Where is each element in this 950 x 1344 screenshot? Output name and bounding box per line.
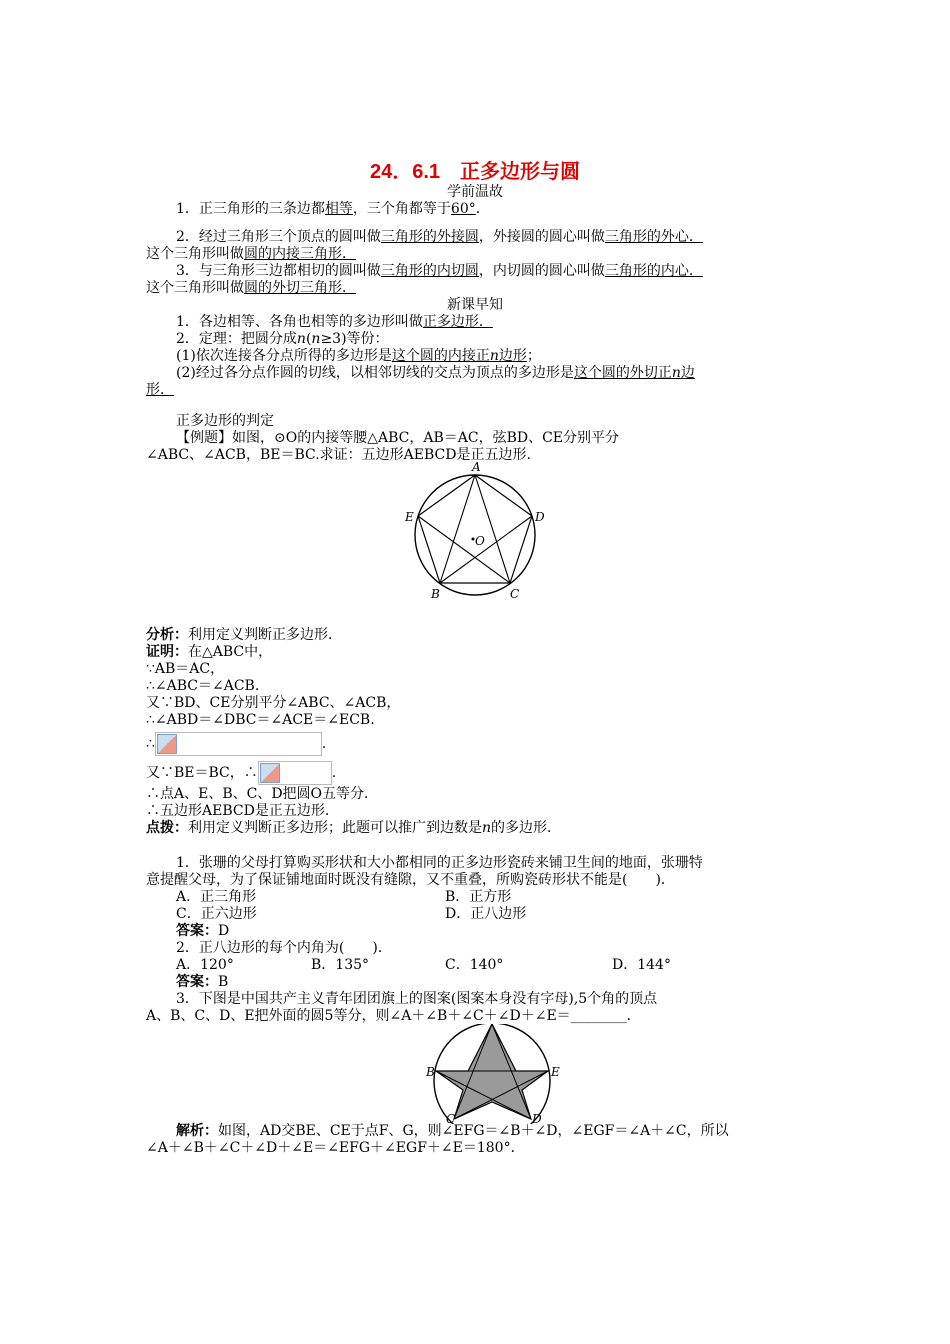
label-c: C xyxy=(510,587,520,601)
new-item-2: 2．定理：把圆分成n(n≥3)等份： xyxy=(176,331,389,347)
new-item-2a: (1)依次连接各分点所得的多边形是这个圆的内接正n边形； xyxy=(176,348,541,364)
pentagon-figure xyxy=(400,458,550,603)
label-e: E xyxy=(405,510,414,524)
solution-line-2: ∠A＋∠B＋∠C＋∠D＋∠E＝∠EFG＋∠EGF＋∠E＝180°． xyxy=(146,1140,525,1156)
exercise-1-option-a: A．正三角形 xyxy=(176,889,257,905)
segment-ac xyxy=(475,475,510,583)
exercise-2-option-d: D．144° xyxy=(612,957,671,973)
proof-line-4: ∴∠ABC＝∠ACB. xyxy=(146,678,260,694)
tip-line: 点拨：利用定义判断正多边形；此题可以推广到边数是n的多边形． xyxy=(146,820,562,836)
exercise-3-line-1: 3．下图是中国共产主义青年团团旗上的图案(图案本身没有字母),5个角的顶点 xyxy=(176,991,658,1007)
review-item-2: 2．经过三角形三个顶点的圆叫做三角形的外接圆，外接圆的圆心叫做三角形的外心． xyxy=(176,229,703,245)
answer-2: 答案：B xyxy=(176,974,229,990)
proof-line-9: ∴点A、E、B、C、D把圆O五等分． xyxy=(146,786,379,802)
label-o: O xyxy=(475,534,485,548)
proof-line-8: 又∵BE＝BC，∴ . xyxy=(146,761,336,785)
review-item-3: 3．与三角形三边都相切的圆叫做三角形的内切圆，内切圆的圆心叫做三角形的内心． xyxy=(176,263,703,279)
label-d: D xyxy=(532,1112,542,1124)
equation-image-placeholder xyxy=(155,732,322,756)
label-c: C xyxy=(446,1112,456,1124)
chord-ce xyxy=(418,516,510,583)
label-b: B xyxy=(426,1065,435,1079)
exercise-1-option-b: B．正方形 xyxy=(445,889,512,905)
broken-image-icon xyxy=(260,763,280,783)
example-line-1: 【例题】如图，⊙O的内接等腰△ABC，AB＝AC，弦BD、CE分别平分 xyxy=(176,430,620,446)
section-heading-new: 新课早知 xyxy=(447,297,503,313)
proof-line-1: 分析：利用定义判断正多边形． xyxy=(146,627,342,643)
review-item-3-cont: 这个三角形叫做圆的外切三角形． xyxy=(146,280,356,296)
section-heading-review: 学前温故 xyxy=(447,184,503,200)
review-item-1: 1．正三角形的三条边都相等，三个角都等于60°． xyxy=(176,201,490,217)
segment-ab xyxy=(440,475,475,583)
exercise-3-line-2: A、B、C、D、E把外面的圆5等分，则∠A＋∠B＋∠C＋∠D＋∠E＝________． xyxy=(146,1008,641,1024)
proof-line-7: ∴ . xyxy=(146,732,326,756)
proof-line-10: ∴五边形AEBCD是正五边形． xyxy=(146,803,339,819)
exercise-2-option-b: B．135° xyxy=(311,957,370,973)
label-e: E xyxy=(551,1065,560,1079)
section-heading-judge: 正多边形的判定 xyxy=(176,413,274,429)
proof-line-3: ∵AB＝AC， xyxy=(146,661,225,677)
exercise-2-option-c: C．140° xyxy=(445,957,504,973)
exercise-1-line-2: 意提醒父母，为了保证铺地面时既没有缝隙，又不重叠，所购瓷砖形状不能是( )． xyxy=(146,872,675,888)
chord-bd xyxy=(440,516,532,583)
exercise-2: 2．正八边形的每个内角为( )． xyxy=(176,940,392,956)
exercise-1-line-1: 1．张珊的父母打算购买形状和大小都相同的正多边形瓷砖来铺卫生间的地面，张珊特 xyxy=(176,855,703,871)
proof-line-5: 又∵BD、CE分别平分∠ABC、∠ACB， xyxy=(146,695,401,711)
broken-image-icon xyxy=(157,734,177,754)
exercise-1-option-d: D．正八边形 xyxy=(445,906,527,922)
page-title: 24．6.1 正多边形与圆 xyxy=(369,161,581,183)
new-item-2b-cont: 形． xyxy=(146,382,174,398)
review-item-2-cont: 这个三角形叫做圆的内接三角形． xyxy=(146,246,356,262)
proof-line-2: 证明：在△ABC中， xyxy=(146,644,273,660)
proof-line-6: ∴∠ABD＝∠DBC＝∠ACE＝∠ECB. xyxy=(146,712,375,728)
label-d: D xyxy=(535,510,545,524)
new-item-2b: (2)经过各分点作圆的切线，以相邻切线的交点为顶点的多边形是这个圆的外切正n边 xyxy=(176,365,695,381)
solution-line-1: 解析：如图，AD交BE、CE于点F、G，则∠EFG＝∠B＋∠D，∠EGF＝∠A＋∠C，所以 xyxy=(176,1123,729,1139)
star-figure xyxy=(420,1024,565,1124)
label-b: B xyxy=(431,587,440,601)
exercise-1-option-c: C．正六边形 xyxy=(176,906,257,922)
answer-1: 答案：D xyxy=(176,923,230,939)
exercise-2-option-a: A．120° xyxy=(176,957,234,973)
example-line-2: ∠ABC、∠ACB，BE＝BC.求证：五边形AEBCD是正五边形. xyxy=(146,447,531,463)
new-item-1: 1．各边相等、各角也相等的多边形叫做正多边形． xyxy=(176,314,493,330)
equation-image-placeholder xyxy=(258,761,332,785)
label-a: A xyxy=(472,460,481,474)
